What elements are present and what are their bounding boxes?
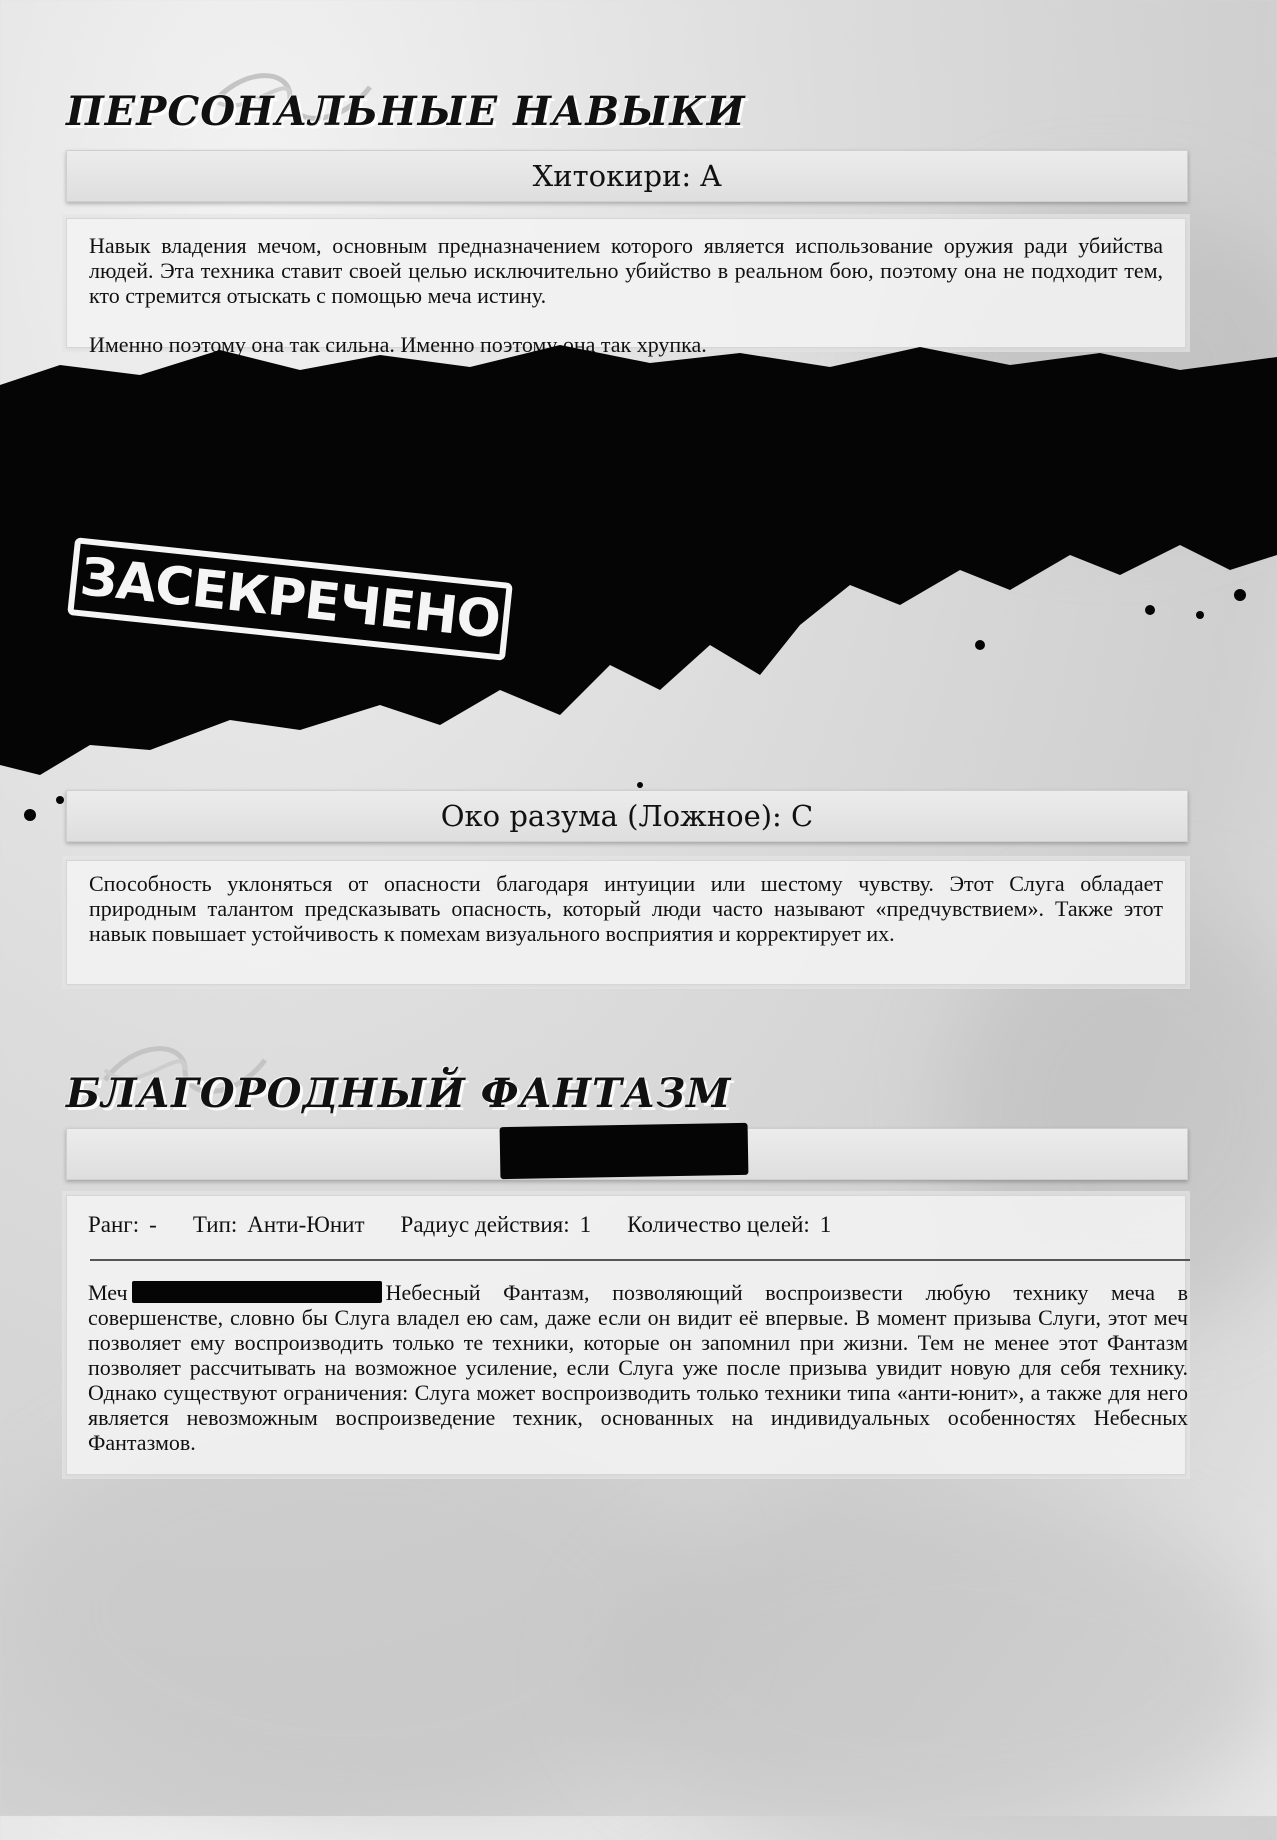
stat-range: Радиус действия: 1: [400, 1212, 592, 1237]
redacted-name-bar: [500, 1123, 749, 1179]
noble-phantasm-stats: [88, 1212, 831, 1238]
description-lead: Меч: [88, 1280, 128, 1305]
personal-skills-title: ПЕРСОНАЛЬНЫЕ НАВЫКИ: [66, 88, 746, 135]
classified-stamp: ЗАСЕКРЕЧЕНО: [67, 537, 513, 661]
skill-paragraph: Способность уклоняться от опасности благодаря интуиции или шестому чувству. Этот Слуга обладает природным талантом предсказывать опасность, который люди часто называют «предчувствием». Также этот навык повышает устойчивость к помехам визуального восприятия и корректирует их.: [89, 871, 1163, 946]
skill-description-mind-eye: [66, 860, 1186, 985]
divider: [90, 1259, 1190, 1261]
redacted-inline-bar: [132, 1281, 382, 1303]
stat-targets: Количество целей: 1: [627, 1212, 832, 1237]
noble-phantasm-title: БЛАГОРОДНЫЙ ФАНТАЗМ: [66, 1070, 732, 1117]
skill-paragraph: Именно поэтому она так сильна. Именно поэтому она так хрупка.: [89, 332, 707, 357]
skill-header-mind-eye: Око разума (Ложное): C: [66, 790, 1188, 842]
stat-type: Тип: Анти-Юнит: [192, 1212, 365, 1237]
skill-description-hitokiri: [66, 218, 1186, 357]
noble-phantasm-description: [88, 1280, 1188, 1455]
skill-header-hitokiri: Хитокири: A: [66, 150, 1188, 202]
smoke-cloud: [600, 1500, 1277, 1840]
description-body: Небесный Фантазм, позволяющий воспроизвести любую технику меча в совершенстве, словно бы Слуга владел ею сам, даже если он видит её впервые. В момент призыва Слуги, этот меч позволяет ему воспроизводить только те техники, которые он запомнил при жизни. Тем не менее этот Фантазм позволяет рассчитывать на возможное усиление, если Слуга уже после призыва увидит новую для себя технику. Однако существуют ограничения: Слуга может воспроизводить только техники типа «анти-юнит», а также для него является невозможным воспроизведение техник, основанных на индивидуальных особенностях Небесных Фантазмов.: [88, 1280, 1188, 1455]
skill-paragraph: Навык владения мечом, основным предназначением которого является использование оружия ради убийства людей. Эта техника ставит своей целью исключительно убийство в реальном бою, поэтому она не подходит тем, кто стремится отыскать с помощью меча истину.: [89, 233, 1163, 308]
stat-rank: Ранг: -: [88, 1212, 157, 1237]
